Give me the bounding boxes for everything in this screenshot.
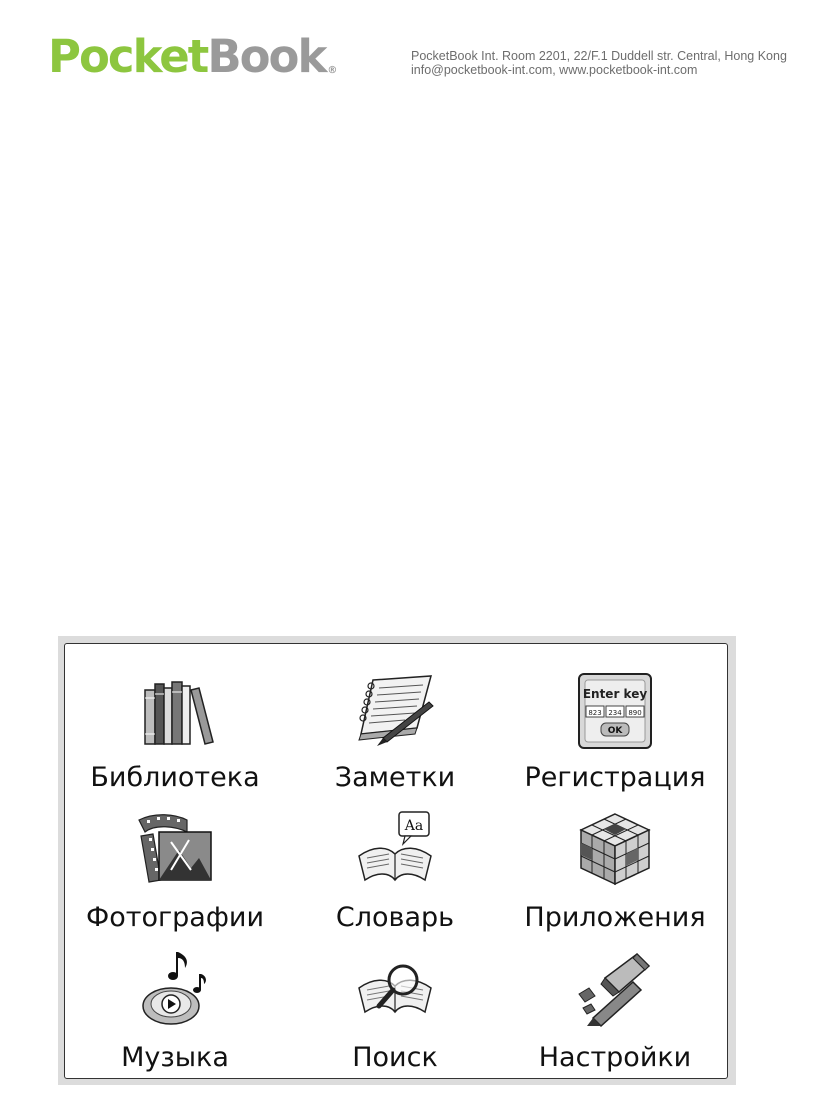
company-contact (411, 49, 787, 77)
menu-item-label: Настройки (538, 1042, 692, 1073)
menu-item-label: Музыка (121, 1042, 229, 1073)
menu-item-label: Регистрация (524, 762, 706, 793)
music-player-icon (135, 948, 215, 1028)
company-address: PocketBook Int. Room 2201, 22/F.1 Duddell str. Central, Hong Kong (411, 49, 787, 63)
menu-item-applications[interactable] (505, 798, 725, 938)
svg-text:Aa: Aa (404, 818, 424, 834)
menu-item-notes[interactable] (285, 658, 505, 798)
svg-text:Enter key: Enter key (582, 687, 648, 701)
books-icon (135, 668, 215, 748)
notebook-pen-icon (355, 668, 435, 748)
menu-item-label: Заметки (334, 762, 456, 793)
menu-item-dictionary[interactable] (285, 798, 505, 938)
svg-text:234: 234 (608, 709, 622, 717)
svg-text:OK: OK (607, 726, 623, 736)
main-menu-screen (64, 643, 728, 1079)
menu-item-label: Фотографии (85, 902, 265, 933)
photo-film-icon (135, 808, 215, 888)
magnifier-book-icon (355, 948, 435, 1028)
menu-item-registration[interactable] (505, 658, 725, 798)
cube-icon (575, 808, 655, 888)
device-screen-frame (58, 636, 736, 1085)
menu-item-search[interactable] (285, 938, 505, 1078)
svg-text:890: 890 (628, 709, 642, 717)
enter-key-icon (575, 668, 655, 752)
menu-item-label: Приложения (524, 902, 706, 933)
menu-item-photos[interactable] (65, 798, 285, 938)
menu-item-label: Поиск (352, 1042, 438, 1073)
menu-item-label: Библиотека (90, 762, 260, 793)
pocketbook-logo: PocketBook ® (48, 30, 338, 83)
svg-text:823: 823 (588, 709, 602, 717)
tools-icon (575, 948, 655, 1028)
company-email-website: info@pocketbook-int.com, www.pocketbook-int.com (411, 63, 698, 77)
dictionary-book-icon (355, 808, 435, 888)
menu-item-settings[interactable] (505, 938, 725, 1078)
menu-item-music[interactable] (65, 938, 285, 1078)
menu-item-library[interactable] (65, 658, 285, 798)
menu-item-label: Словарь (335, 902, 455, 933)
